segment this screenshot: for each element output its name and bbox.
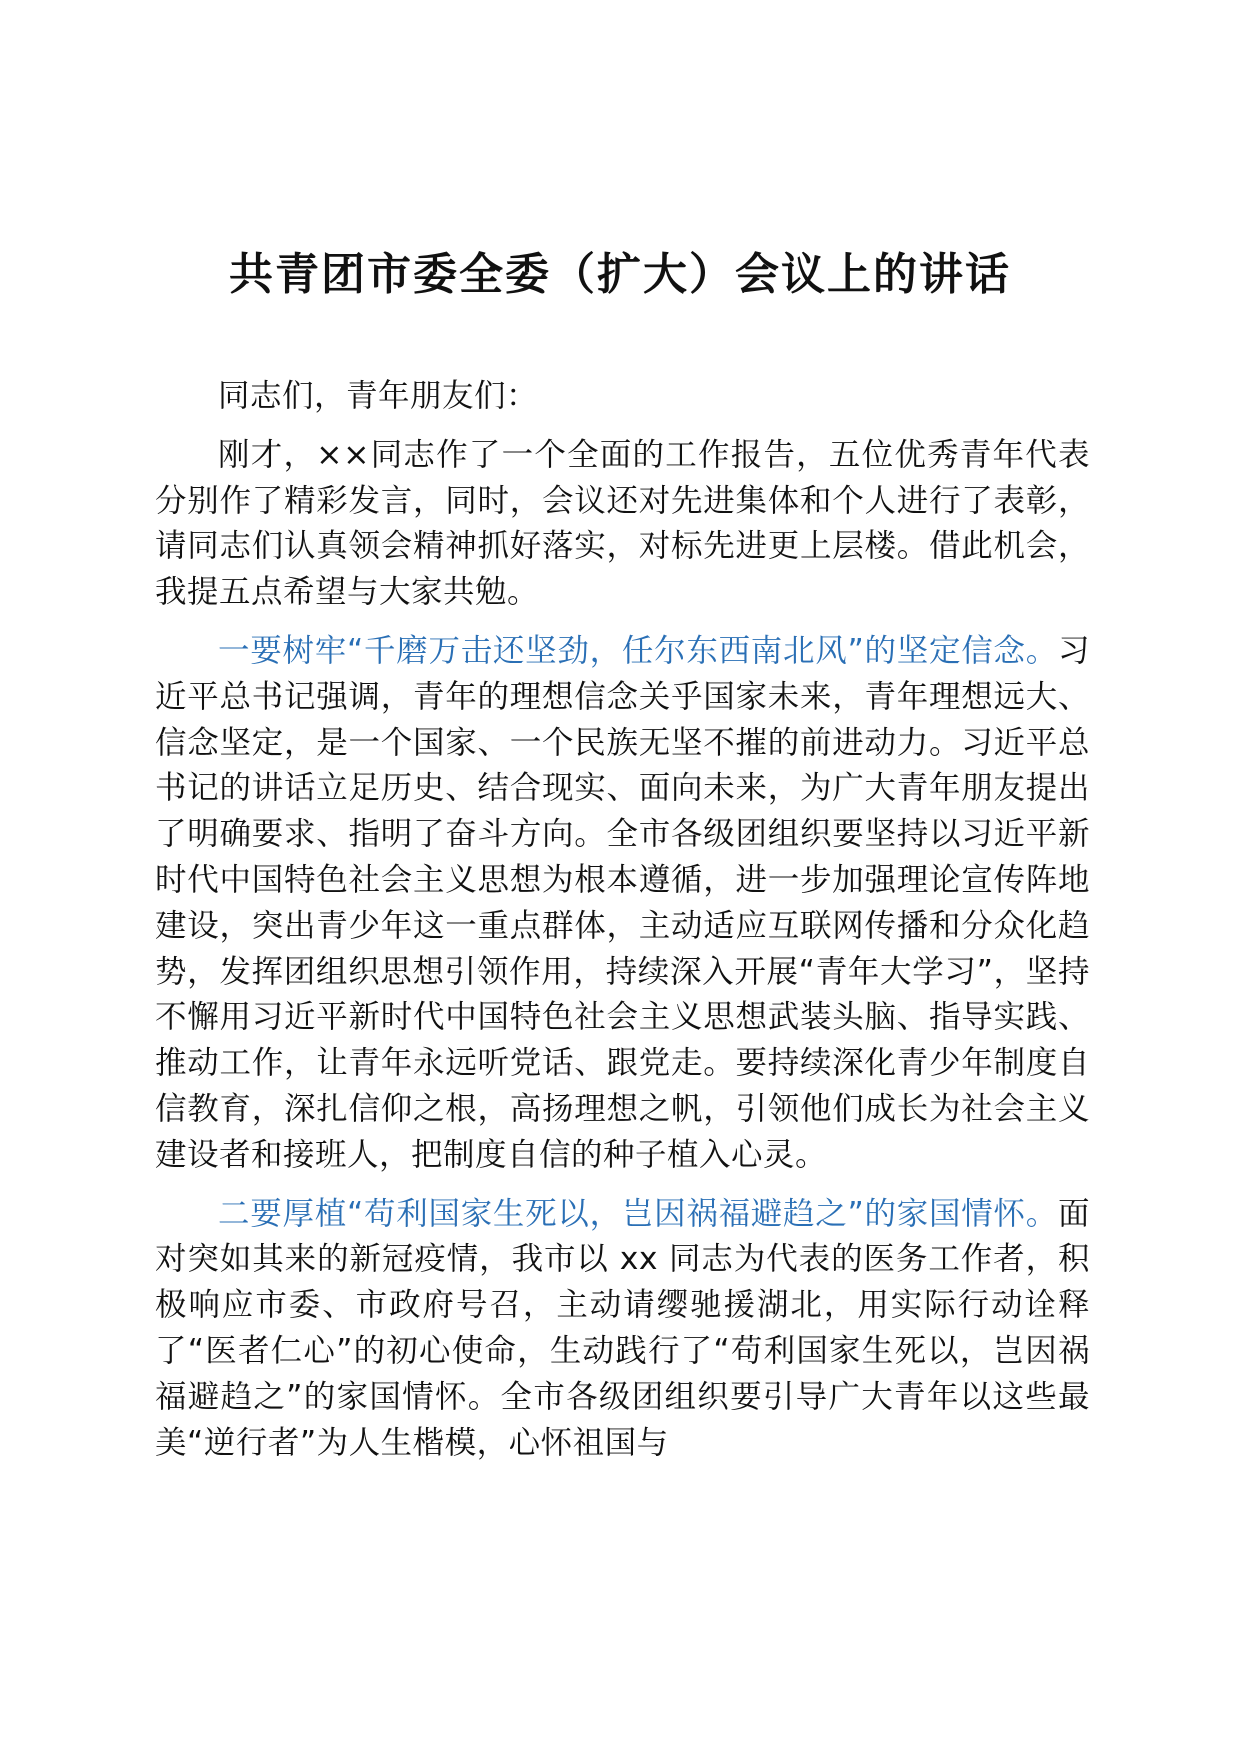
paragraph-heading: 一要树牢“千磨万击还坚劲，任尔东西南北风”的坚定信念。	[218, 632, 1058, 669]
paragraph-text: 刚才，××同志作了一个全面的工作报告，五位优秀青年代表分别作了精彩发言，同时，会议还对先进集体和个人进行了表彰，请同志们认真领会精神抓好落实，对标先进更上层楼。借此机会，我提五点希望与大家共勉。	[155, 436, 1090, 611]
paragraph-text: 同志们，青年朋友们：	[218, 378, 539, 414]
paragraph-intro	[155, 433, 1090, 616]
document-body	[155, 374, 1090, 1479]
paragraph-point-two	[155, 1192, 1090, 1467]
paragraph-heading: 二要厚植“苟利国家生死以，岂因祸福避趋之”的家国情怀。	[218, 1195, 1058, 1232]
paragraph-greeting	[155, 374, 1090, 420]
document-title: 共青团市委全委（扩大）会议上的讲话	[229, 249, 1011, 300]
paragraph-text: 习近平总书记强调，青年的理想信念关乎国家未来，青年理想远大、信念坚定，是一个国家、一个民族无坚不摧的前进动力。习近平总书记的讲话立足历史、结合现实、面向未来，为广大青年朋友提出了明确要求、指明了奋斗方向。全市各级团组织要坚持以习近平新时代中国特色社会主义思想为根本遵循，进一步加强理论宣传阵地建设，突出青少年这一重点群体，主动适应互联网传播和分众化趋势，发挥团组织思想引领作用，持续深入开展“青年大学习”，坚持不懈用习近平新时代中国特色社会主义思想武装头脑、指导实践、推动工作，让青年永远听党话、跟党走。要持续深化青少年制度自信教育，深扎信仰之根，高扬理想之帆，引领他们成长为社会主义建设者和接班人，把制度自信的种子植入心灵。	[155, 632, 1090, 1173]
paragraph-text: 面对突如其来的新冠疫情，我市以 xx 同志为代表的医务工作者，积极响应市委、市政府号召，主动请缨驰援湖北，用实际行动诠释了“医者仁心”的初心使命，生动践行了“苟利国家生死以，岂因祸福避趋之”的家国情怀。全市各级团组织要引导广大青年以这些最美“逆行者”为人生楷模，心怀祖国与	[155, 1195, 1090, 1461]
paragraph-point-one	[155, 629, 1090, 1179]
